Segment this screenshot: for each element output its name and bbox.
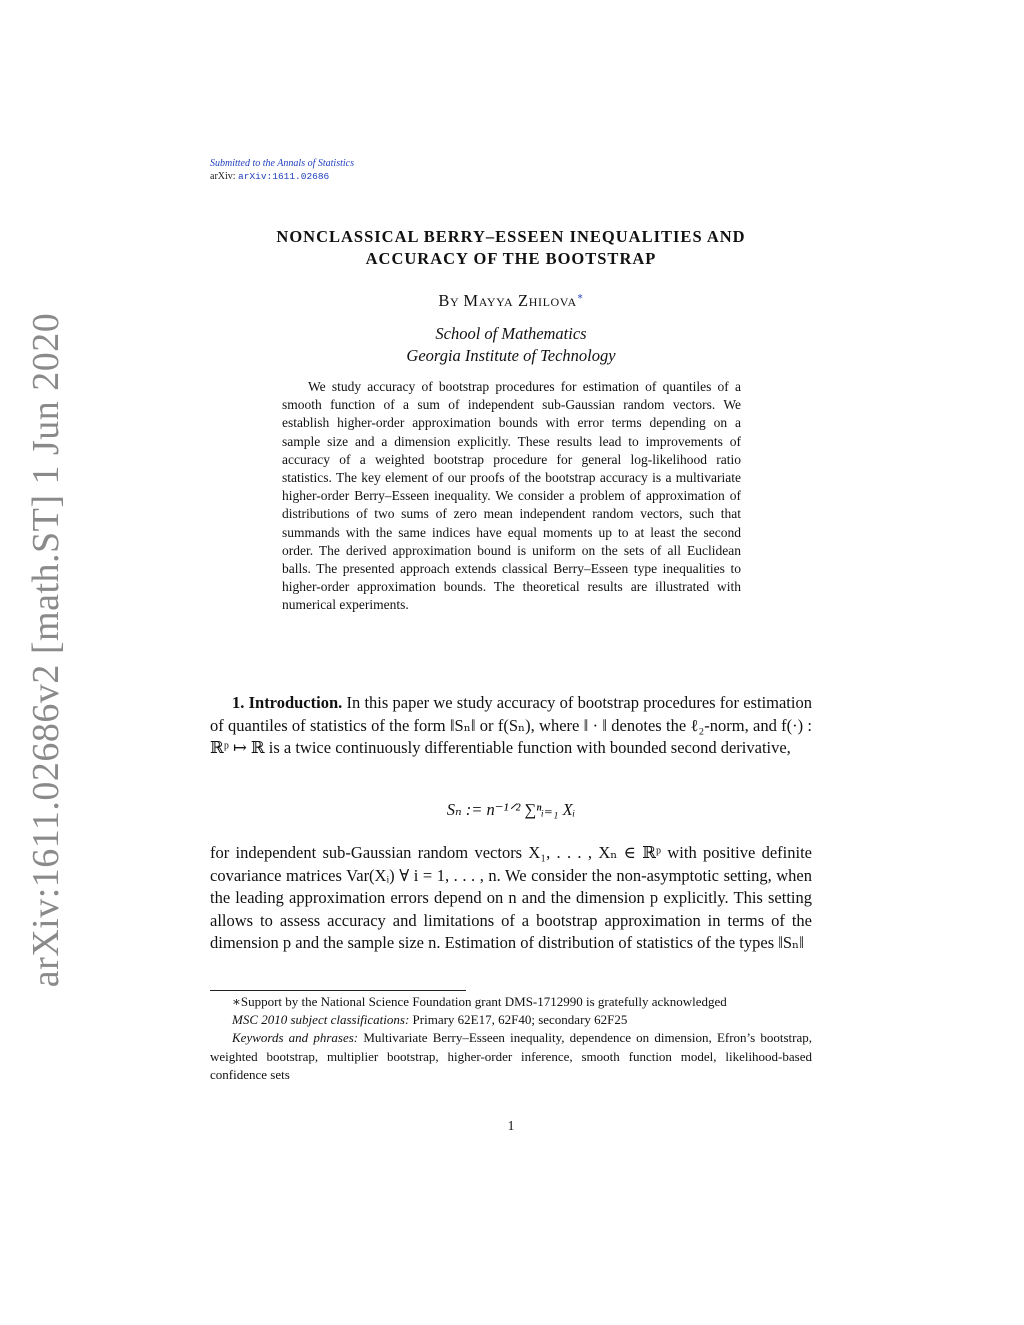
display-formula: Sₙ := n⁻¹ᐟ² ∑ⁿᵢ₌₁ Xᵢ <box>446 800 576 819</box>
paper-title <box>210 226 812 270</box>
msc-classifications <box>210 1011 812 1029</box>
footnote-rule <box>210 990 466 991</box>
arxiv-id-link[interactable]: arXiv:1611.02686 <box>238 171 330 182</box>
keywords <box>210 1029 812 1084</box>
msc-label: MSC 2010 subject classifications: <box>232 1012 410 1028</box>
footnotes <box>210 993 812 1084</box>
header-block <box>210 157 354 183</box>
title-line-1: NONCLASSICAL BERRY–ESSEEN INEQUALITIES AND <box>276 227 746 246</box>
byline-by: By <box>438 291 460 310</box>
arxiv-prefix: arXiv: <box>210 171 236 182</box>
journal-link[interactable]: Submitted to the Annals of Statistics <box>210 158 354 169</box>
abstract: We study accuracy of bootstrap procedures for estimation of quantiles of a smooth function of a sum of independent sub-Gaussian random vectors. We establish higher-order approximation bounds with error terms depending on a sample size and a dimension explicitly. These results lead to improvements of accuracy of a weighted bootstrap procedure for general log-likelihood ratio statistics. The key element of our proofs of the bootstrap accuracy is a multivariate higher-order Berry–Esseen inequality. We consider a problem of approximation of distributions of two sums of zero mean independent random vectors, such that summands with the same indices have equal moments up to at least the second order. The derived approximation bound is uniform on the sets of all Euclidean balls. The presented approach extends classical Berry–Esseen type inequalities to higher-order approximation bounds. The theoretical results are illustrated with numerical experiments. <box>282 379 741 613</box>
arxiv-line <box>210 170 354 183</box>
footnote-support: ∗Support by the National Science Foundation grant DMS-1712990 is gratefully acknowledged <box>232 994 727 1009</box>
page-number: 1 <box>507 1118 515 1133</box>
author-name: Mayya Zhilova <box>463 291 577 310</box>
msc-text: Primary 62E17, 62F40; secondary 62F25 <box>412 1012 628 1028</box>
keywords-text: Multivariate Berry–Esseen inequality, dependence on dimension, Efron’s bootstrap, weighted bootstrap, multiplier bootstrap, higher-order inference, smooth function model, likelihood-based confidence sets <box>210 1030 813 1082</box>
affiliation <box>210 323 812 367</box>
intro-text-1: In this paper we study accuracy of bootstrap procedures for estimation of quantiles of statistics of the form ‖Sₙ‖ or f(Sₙ), where ‖ · ‖ denotes the ℓ₂-norm, and f(·) : ℝᵖ ↦ ℝ is a twice continuously differentiable function with bounded second derivative, <box>210 693 812 758</box>
byline <box>210 291 812 311</box>
introduction-paragraph-2: for independent sub-Gaussian random vectors X₁, . . . , Xₙ ∈ ℝᵖ with positive definite covariance matrices Var(Xᵢ) ∀ i = 1, . . . , n. We consider the non-asymptotic setting, when the leading approximation errors depend on n and the dimension p explicitly. This setting allows to assess accuracy and limitations of a bootstrap approximation in terms of the dimension p and the sample size n. Estimation of distribution of statistics of the types ‖Sₙ‖ <box>210 843 812 953</box>
author-footnote-mark[interactable]: ∗ <box>576 291 584 303</box>
section-heading-introduction: 1. Introduction. <box>232 693 343 712</box>
arxiv-side-stamp: arXiv:1611.02686v2 [math.ST] 1 Jun 2020 <box>25 312 67 988</box>
affiliation-line-2: Georgia Institute of Technology <box>406 346 616 365</box>
affiliation-line-1: School of Mathematics <box>435 324 587 343</box>
keywords-label: Keywords and phrases: <box>232 1030 359 1046</box>
title-line-2: ACCURACY OF THE BOOTSTRAP <box>365 249 657 268</box>
introduction-paragraph-1 <box>210 692 812 760</box>
